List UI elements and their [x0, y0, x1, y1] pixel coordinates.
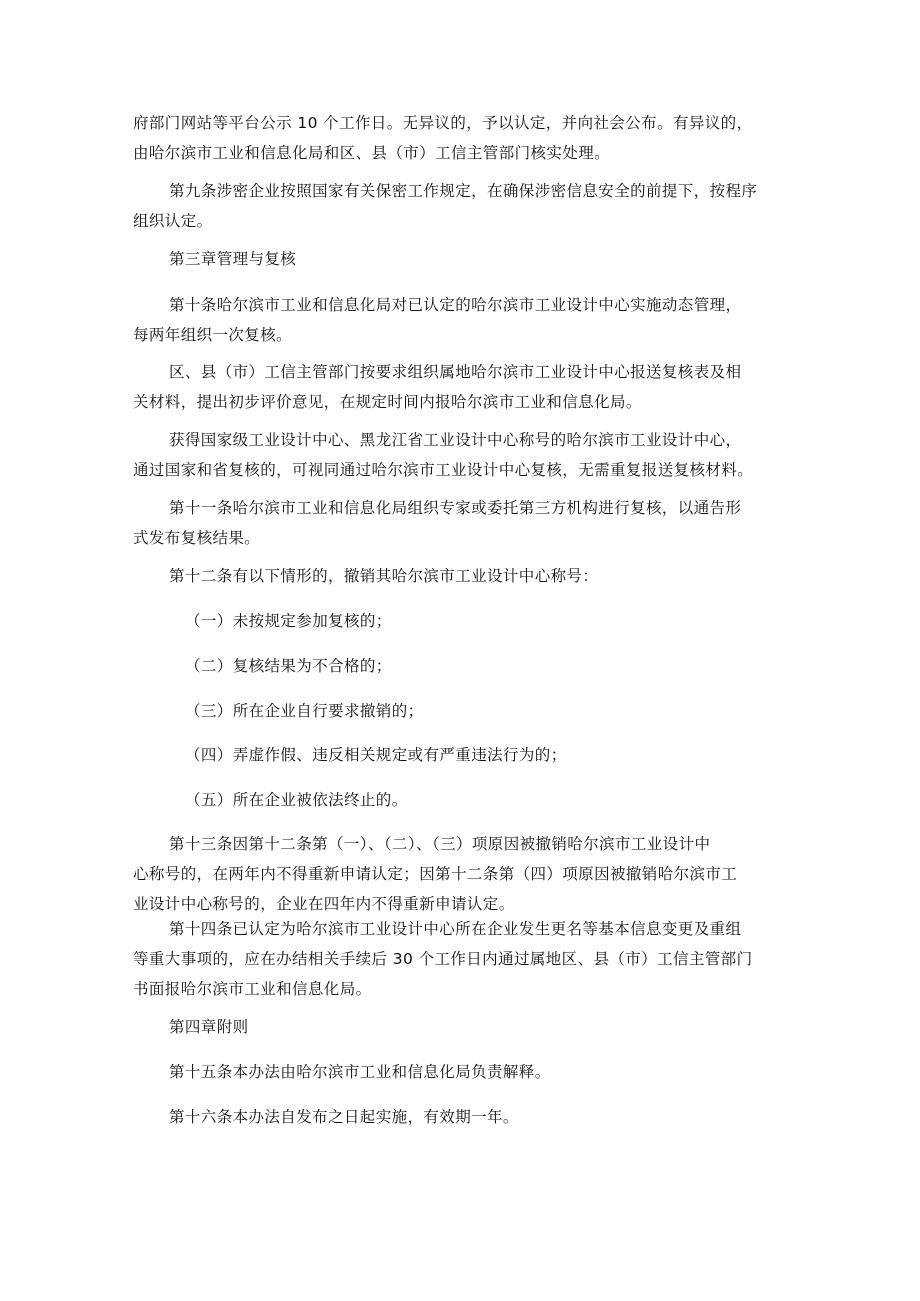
text-line: 第四章附则 — [169, 1018, 249, 1036]
text-line: 等重大事项的，应在办结相关手续后 30 个工作日内通过属地区、县（市）工信主管部门 — [133, 950, 753, 968]
article-9 — [133, 176, 793, 236]
text-line: （三）所在企业自行要求撤销的； — [185, 702, 424, 720]
article-16 — [133, 1102, 793, 1132]
article-15 — [133, 1057, 793, 1087]
article-14 — [133, 914, 793, 1004]
text-line: 第十二条有以下情形的，撤销其哈尔滨市工业设计中心称号： — [169, 567, 599, 585]
list-item — [185, 696, 845, 726]
article-13 — [133, 829, 793, 919]
text-line: 业设计中心称号的，企业在四年内不得重新申请认定。 — [133, 895, 515, 913]
text-line: 由哈尔滨市工业和信息化局和区、县（市）工信主管部门核实处理。 — [133, 144, 611, 162]
list-item — [185, 606, 845, 636]
text-line: 区、县（市）工信主管部门按要求组织属地哈尔滨市工业设计中心报送复核表及相 — [169, 363, 742, 381]
article-10 — [133, 290, 793, 350]
text-line: （四）弄虚作假、违反相关规定或有严重违法行为的； — [185, 746, 567, 764]
text-line: （二）复核结果为不合格的； — [185, 657, 392, 675]
article-11 — [133, 493, 793, 553]
text-line: 每两年组织一次复核。 — [133, 326, 293, 344]
text-line: 府部门网站等平台公示 10 个工作日。无异议的，予以认定，并向社会公布。有异议的， — [133, 114, 753, 132]
chapter-4-heading — [133, 1012, 793, 1042]
text-line: 第十五条本办法由哈尔滨市工业和信息化局负责解释。 — [169, 1063, 551, 1081]
chapter-3-heading — [133, 244, 793, 274]
text-line: 第十一条哈尔滨市工业和信息化局组织专家或委托第三方机构进行复核，以通告形 — [169, 499, 742, 517]
list-item — [185, 651, 845, 681]
list-item — [185, 740, 845, 770]
text-line: 心称号的，在两年内不得重新申请认定；因第十二条第（四）项原因被撤销哈尔滨市工 — [133, 865, 738, 883]
text-line: 关材料，提出初步评价意见，在规定时间内报哈尔滨市工业和信息化局。 — [133, 393, 642, 411]
text-line: 第十条哈尔滨市工业和信息化局对已认定的哈尔滨市工业设计中心实施动态管理， — [169, 296, 742, 314]
list-item — [185, 785, 845, 815]
text-line: 式发布复核结果。 — [133, 529, 261, 547]
text-line: 书面报哈尔滨市工业和信息化局。 — [133, 980, 372, 998]
paragraph-continuation-publicity — [133, 108, 793, 168]
article-12 — [133, 561, 793, 591]
text-line: 通过国家和省复核的，可视同通过哈尔滨市工业设计中心复核，无需重复报送复核材料。 — [133, 461, 754, 479]
text-line: 第九条涉密企业按照国家有关保密工作规定，在确保涉密信息安全的前提下，按程序 — [169, 182, 758, 200]
text-line: 第十六条本办法自发布之日起实施，有效期一年。 — [169, 1108, 519, 1126]
paragraph-national-provincial — [133, 425, 793, 485]
text-line: 第三章管理与复核 — [169, 250, 297, 268]
text-line: 第十四条已认定为哈尔滨市工业设计中心所在企业发生更名等基本信息变更及重组 — [169, 920, 742, 938]
text-line: 组织认定。 — [133, 212, 213, 230]
text-line: （五）所在企业被依法终止的。 — [185, 791, 408, 809]
paragraph-district-review — [133, 357, 793, 417]
text-line: 获得国家级工业设计中心、黑龙江省工业设计中心称号的哈尔滨市工业设计中心， — [169, 431, 742, 449]
text-line: 第十三条因第十二条第（一）、（二）、（三）项原因被撤销哈尔滨市工业设计中 — [169, 835, 711, 853]
text-line: （一）未按规定参加复核的； — [185, 612, 392, 630]
